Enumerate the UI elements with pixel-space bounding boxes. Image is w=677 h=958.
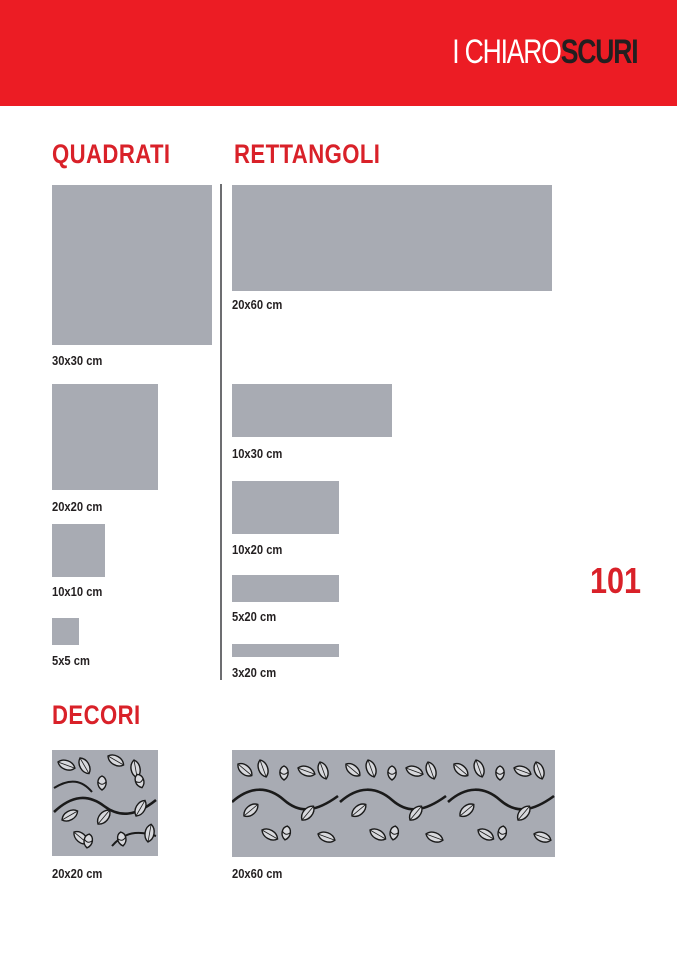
- header-banner: [0, 0, 677, 106]
- tile-label: 20x60 cm: [232, 297, 283, 312]
- tile-10x20: [232, 481, 339, 534]
- decor-tile-20x20: [52, 750, 158, 856]
- section-title-decori: DECORI: [52, 700, 141, 730]
- tile-label: 3x20 cm: [232, 665, 277, 680]
- tile-label: 10x30 cm: [232, 446, 283, 461]
- page-number: 101: [589, 560, 641, 601]
- tile-3x20: [232, 644, 339, 657]
- tile-10x10: [52, 524, 105, 577]
- section-title-rettangoli: RETTANGOLI: [234, 139, 381, 169]
- brand-light-text: I CHIARO: [451, 33, 561, 71]
- tile-20x60: [232, 185, 552, 291]
- tile-label: 20x20 cm: [52, 499, 103, 514]
- leaf-pattern-icon: [52, 750, 158, 856]
- leaf-pattern-icon: [232, 750, 555, 857]
- tile-5x5: [52, 618, 79, 645]
- tile-20x20: [52, 384, 158, 490]
- tile-label: 10x10 cm: [52, 584, 103, 599]
- brand-dark-text: SCURI: [560, 33, 637, 71]
- brand-logo: [452, 30, 637, 74]
- tile-label: 30x30 cm: [52, 353, 103, 368]
- tile-5x20: [232, 575, 339, 602]
- tile-30x30: [52, 185, 212, 345]
- tile-10x30: [232, 384, 392, 437]
- decor-label: 20x20 cm: [52, 866, 103, 881]
- tile-label: 10x20 cm: [232, 542, 283, 557]
- decor-label: 20x60 cm: [232, 866, 283, 881]
- section-title-quadrati: QUADRATI: [52, 139, 171, 169]
- decor-tile-20x60: [232, 750, 555, 857]
- tile-label: 5x20 cm: [232, 609, 277, 624]
- tile-label: 5x5 cm: [52, 653, 90, 668]
- column-divider: [220, 184, 222, 680]
